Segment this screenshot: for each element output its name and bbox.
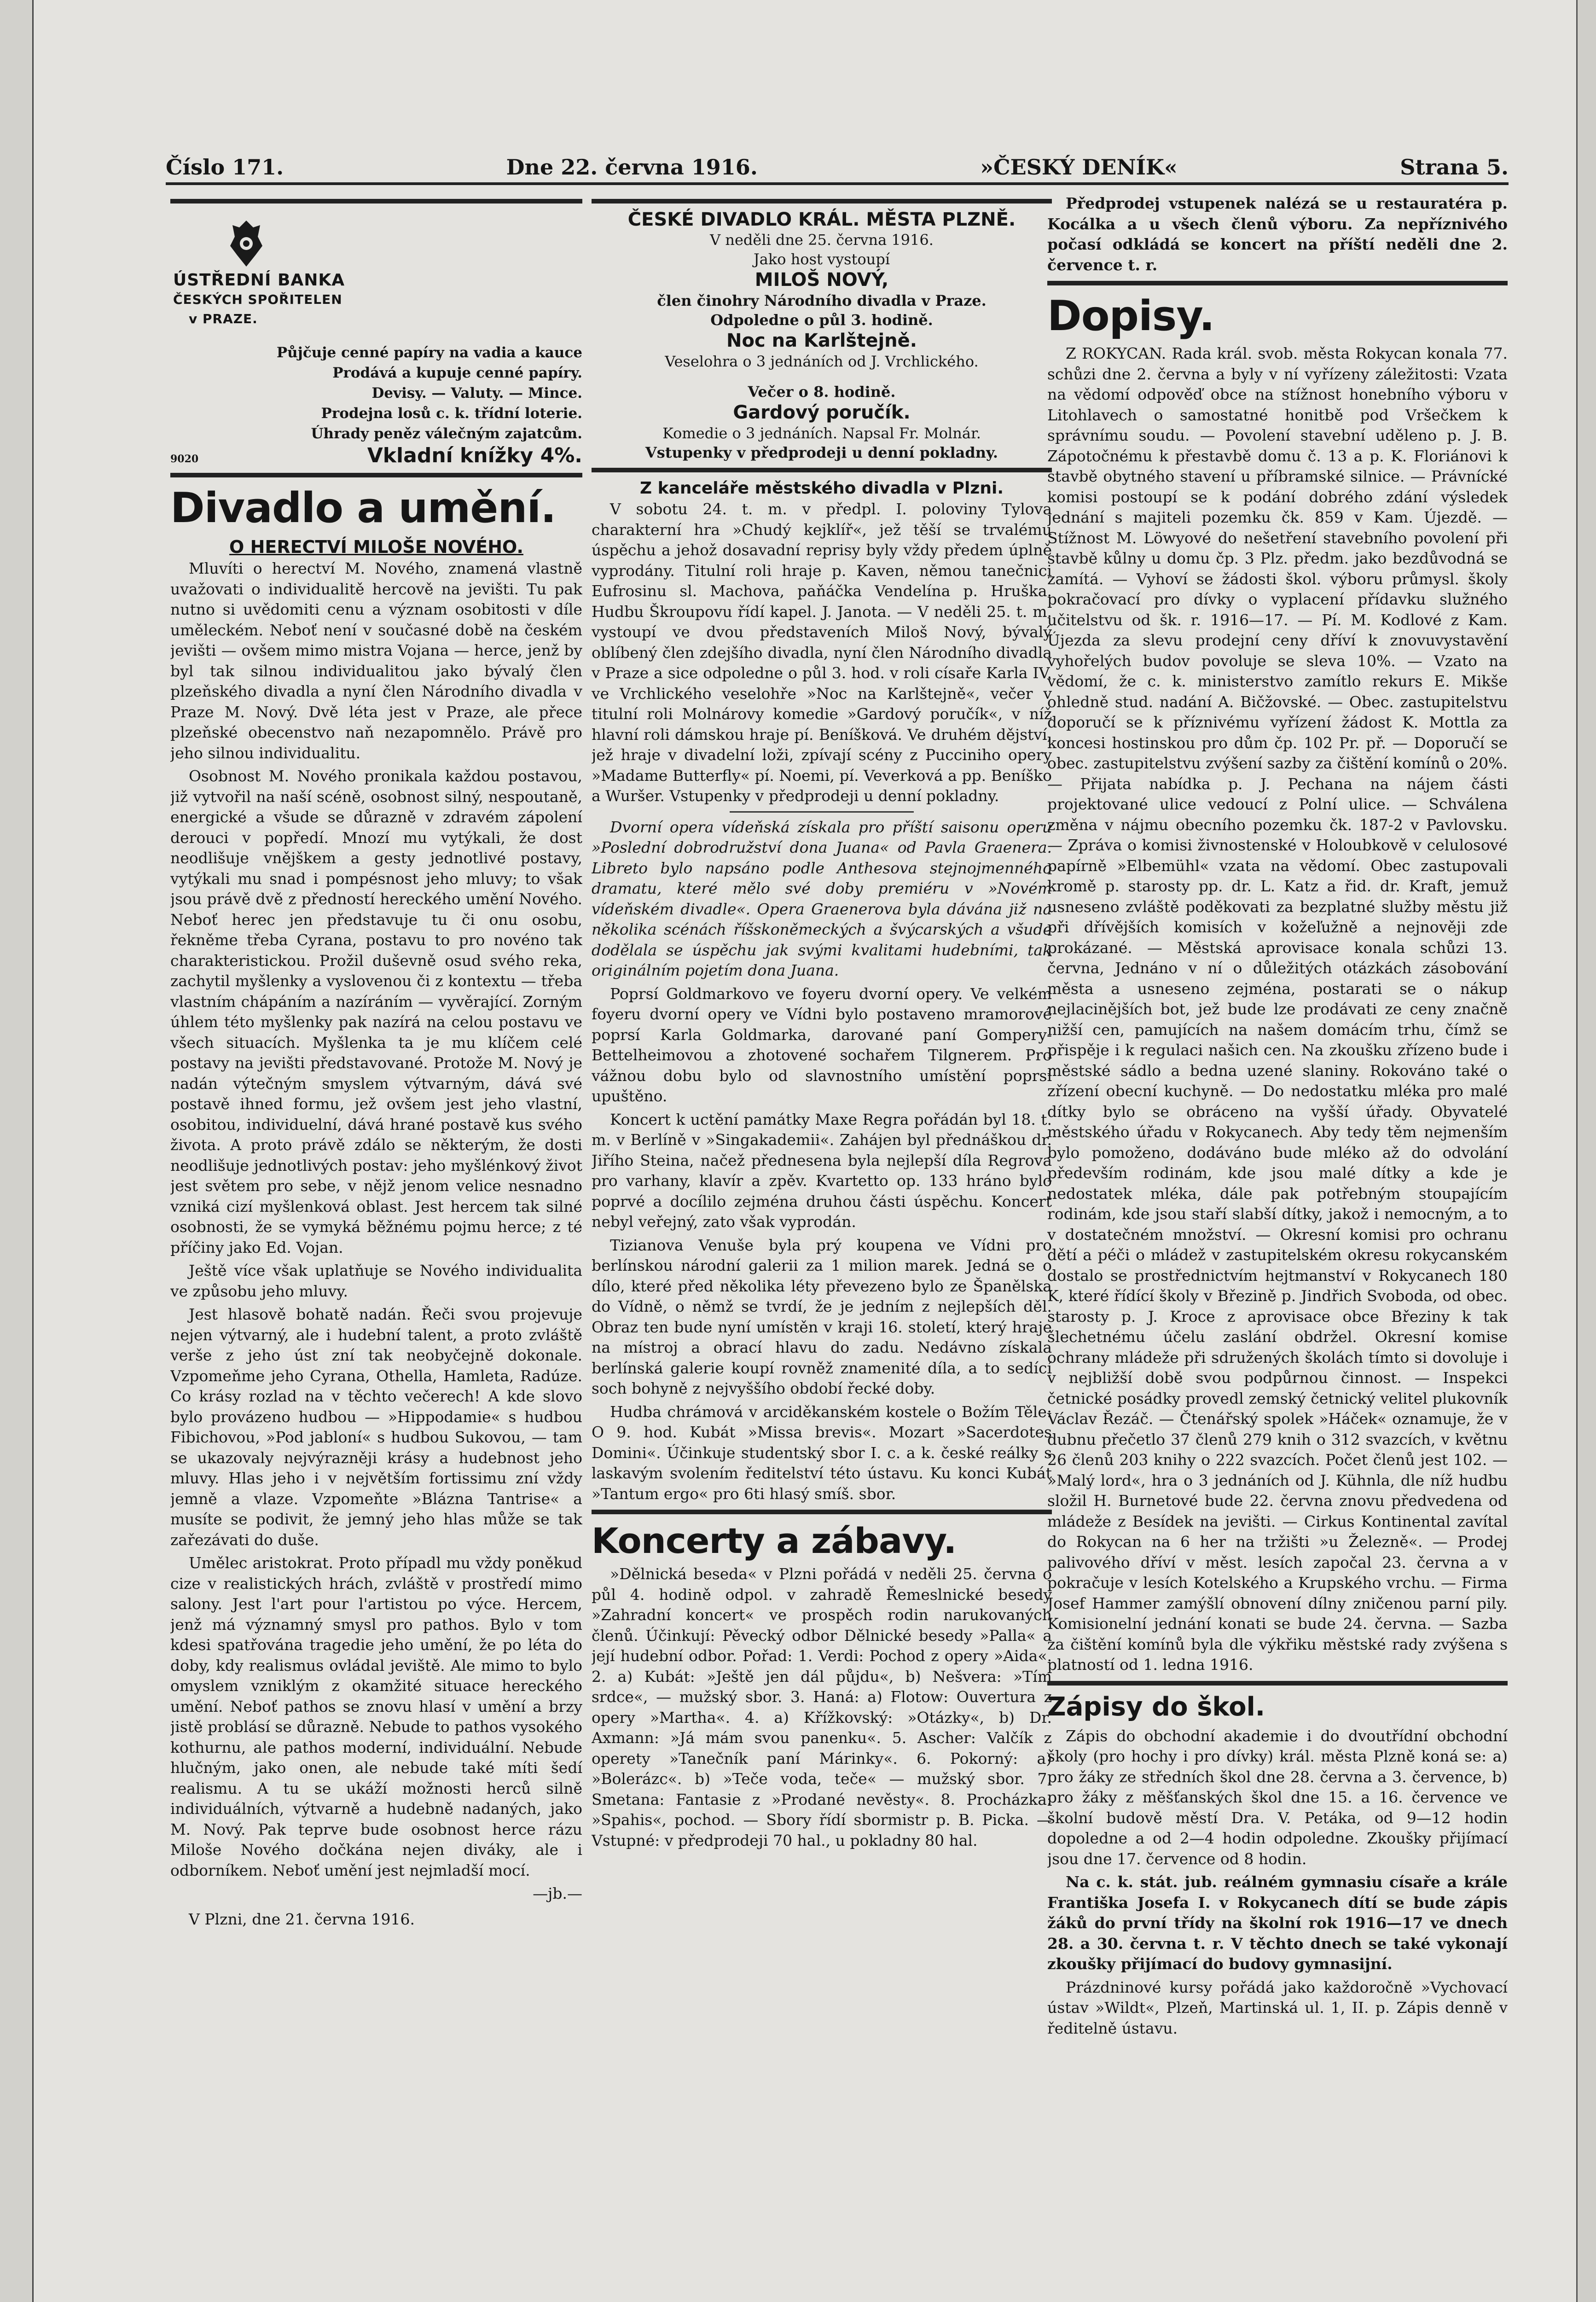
bank-service-line: Prodává a kupuje cenné papíry. xyxy=(332,365,582,381)
next-page-edge xyxy=(1576,0,1596,2302)
article-paragraph: Dvorní opera vídeňská získala pro příští saisonu operu »Poslední dobrodružství dona Juana« od Pavla Graenera. Libreto bylo napsáno podle Anthesova stejnojmenného dramatu, které mělo své doby premiéru v »Novém vídeňském divadle«. Opera Graenerova byla dávána již na několika scénách říšskoněmeckých a švýcarských a všude dodělala se úspěchu jak svými kvalitami hudebními, tak originálním pojetím dona Juana. xyxy=(592,818,1052,979)
article-paragraph: Prázdninové kursy pořádá jako každoročně »Vychovací ústav »Wildt«, Plzeň, Martinská ul. 1, II. p. Zápis denně v ředitelně ústavu. xyxy=(1047,1978,1508,2037)
theatre-line: Veselohra o 3 jednáních od J. Vrchlického. xyxy=(665,353,979,370)
article-paragraph: Jest hlasově bohatě nadán. Řeči svou projevuje nejen výtvarný, ale i hudební talent, a proto zvláště verše z jeho úst zní tak neobyčejně dokonale. Vzpomeňme jeho Cyrana, Othella, Hamleta, Radúze. Co krásy rozlad na v těchto večerech! A kde slovo bylo provázeno hudbou — »Hippodamie« s hudbou Fibichovou, »Pod jabloní« s hudbou Sukovou, — tam se ukazovaly nejvýrazněji krásy a hudebnost jeho mluvy. Hlas jeho i v největším fortissimu zní vždy jemně a vlaze. Vzpomeňte »Blázna Tantrise« a musíte se podivit, že jemný jeho hlas může se tak zařezávati do duše. xyxy=(170,1305,582,1549)
bank-name-line: ČESKÝCH SPOŘITELEN xyxy=(173,292,342,307)
play-title: Noc na Karlštejně. xyxy=(726,330,917,351)
article-paragraph: »Dělnická beseda« v Plzni pořádá v neděli 25. června o půl 4. hodině odpol. v zahradě Řemeslnické besedy »Zahradní koncert« ve prospěch rodin narukovaných členů. Účinkují: Pěvecký odbor Dělnické besedy »Palla« a její hudební odbor. Pořad: 1. Verdi: Pochod z opery »Aida«. 2. a) Kubát: »Ještě jen dál půjdu«, b) Nešvera: »Tím srdce«, — mužský sbor. 3. Haná: a) Flotow: Ouvertura z opery »Martha«. 4. a) Křížkovský: »Otázky«, b) Dr. Axmann: »Já mám svou panenku«. 5. Ascher: Valčík z operety »Tanečník paní Márinky«. 6. Pokorný: a) »Bolerázc«. b) »Teče voda, teče« — mužský sbor. 7. Smetana: Fantasie z »Prodané nevěsty«. 8. Procházka: »Spahis«, pochod. — Sbory řídí sbormistr p. B. Picka. — Vstupné: v předprodeji 70 hal., u pokladny 80 hal. xyxy=(592,1565,1052,1849)
bank-advertisement xyxy=(170,209,582,467)
section-heading: Dopisy. xyxy=(1047,292,1214,340)
bank-name-line: v PRAZE. xyxy=(189,311,258,326)
page-number: Strana 5. xyxy=(1400,155,1509,180)
bank-deposit-row xyxy=(170,444,582,467)
ad-top-rule xyxy=(170,199,582,203)
article-paragraph: Mluvíti o herectví M. Nového, znamená vlastně uvažovati o individualitě hercově na jevišti. Tu pak nutno si uvědomiti cenu a význam osobitosti v díle uměleckém. Neboť není v současné době na českém jevišti — ovšem mimo mistra Vojana — herce, jenž by byl tak silnou individualitou jako bývalý člen plzeňského divadla a nyní člen Národního divadla v Praze M. Nový. Dvě léta jest v Praze, ale přece plzeňské obecenstvo naň nezapomnělo. Právě pro jeho silnou individualitu. xyxy=(170,559,582,762)
section-rule xyxy=(1047,281,1508,285)
article-signature: —jb.— xyxy=(533,1884,582,1902)
guest-actor: MILOŠ NOVÝ, xyxy=(754,269,889,291)
article-paragraph: Tizianova Venuše byla prý koupena ve Vídni pro berlínskou národní galerii za 1 milion marek. Jedná se o dílo, které před několika léty převezeno bylo ze Španělska do Vídně, o němž se tvrdí, že je jedním z nejlepších děl. Obraz ten bude nyní umístěn v kraji 16. století, který hraje na místroj a obrací hlavu do zadu. Nedávno získala berlínská galerie koupí rovněž znamenité díla, a to sedící soch bohyně z nejvyššího období řecké doby. xyxy=(592,1236,1052,1397)
theatre-line: Jako host vystoupí xyxy=(753,250,890,268)
section-heading: Divadlo a umění. xyxy=(170,484,556,532)
divider xyxy=(730,811,914,813)
deposit-rate: Vkladní knížky 4%. xyxy=(367,444,582,467)
theatre-line: Vstupenky v předprodeji u denní pokladny. xyxy=(645,444,998,461)
theatre-line: Večer o 8. hodině. xyxy=(748,383,896,401)
theatre-bottom-rule xyxy=(592,468,1052,472)
bank-service-line: Úhrady peněz válečným zajatcům. xyxy=(311,425,582,442)
page-header xyxy=(166,138,1509,185)
section-rule xyxy=(592,1510,1052,1514)
theatre-line: V neděli dne 25. června 1916. xyxy=(710,231,934,249)
article-paragraph: Poprsí Goldmarkovo ve foyeru dvorní opery. Ve velkém foyeru dvorní opery ve Vídni bylo postaveno mramorové poprsí Karla Goldmarka, darované paní Gompery-Bettelheimovou a zhotovené sochařem Tilgnerem. Pro vážnou dobu bylo od slavnostního umístění poprsí upuštěno. xyxy=(592,984,1052,1105)
article-title: O HERECTVÍ MILOŠE NOVÉHO. xyxy=(229,537,523,557)
ad-code: 9020 xyxy=(170,453,199,465)
theatre-title: ČESKÉ DIVADLO KRÁL. MĚSTA PLZNĚ. xyxy=(627,209,1016,230)
paper-title: »ČESKÝ DENÍK« xyxy=(980,155,1178,180)
article-paragraph: Osobnost M. Nového pronikala každou postavou, již vytvořil na naší scéně, osobnost silný, nespoutaně, energické a všude se důrazně v zdravém zápolení derouci v popředí. Mnozí mu vytýkali, že dost neodlišuje vnějškem a gesty jednotlivé postavy, vytýkali mu snad i pompésnost jeho mluvy; to však jsou právě dvě z předností hereckého umění Nového. Neboť herec jen představuje tu či onu osobu, řekněme třeba Cyrana, postavu to pro novéno tak charakteristickou. Prožil duševně osud svého reka, zachytil myšlenky a vyslovenou či z kontextu — třeba vlastním chápáním a nazíráním — vyvěrající. Zorným úhlem této myšlenky pak nazírá na celou postavu ve všech situacích. Myšlenka ta je mu klíčem celé postavy na jevišti představované. Protože M. Nový je nadán výtečným smyslem výtvarným, dává své postavě ihned formu, jež ovšem jest jeho vlastní, osobitou, individuelní, dává hrané postavě kus svého života. A proto právě zdálo se některým, že dosti neodlišuje jednotlivých postav: jeho myšlénkový život jest světem pro sebe, v nějž jenom velice nesnadno vzniká cizí myšlenková oblast. Jest hercem tak silné osobnosti, že se vymyká běžnému pojmu herce; z té příčiny jako Ed. Vojan. xyxy=(170,767,582,1256)
article-heading: Z kanceláře městského divadla v Plzni. xyxy=(640,479,1004,498)
crest-icon xyxy=(226,218,267,269)
theatre-line: Komedie o 3 jednáních. Napsal Fr. Molnár. xyxy=(662,424,981,442)
theatre-top-rule xyxy=(592,199,1052,203)
article-paragraph: Předprodej vstupenek nalézá se u restauratéra p. Kocálka a u všech členů výboru. Za nepříznivého počasí odkládá se koncert na příští neděli dne 2. července t. r. xyxy=(1047,194,1508,274)
bank-name-line: ÚSTŘEDNÍ BANKA xyxy=(173,271,345,290)
bank-service-line: Prodejna losů c. k. třídní loterie. xyxy=(321,405,582,422)
article-dateline: V Plzni, dne 21. června 1916. xyxy=(189,1910,415,1928)
section-heading: Koncerty a zábavy. xyxy=(592,1520,957,1561)
issue-number: Číslo 171. xyxy=(166,155,284,180)
previous-page-edge xyxy=(0,0,34,2302)
bank-service-line: Devisy. — Valuty. — Mince. xyxy=(371,385,582,401)
bank-service-line: Půjčuje cenné papíry na vadia a kauce xyxy=(276,344,582,361)
article-paragraph: Koncert k uctění památky Maxe Regra pořádán byl 18. t. m. v Berlíně v »Singakademii«. Zahájen byl přednáškou dr. Jiřího Steina, načež přednesena byla nejlepší díla Regrova pro varhany, klavír a zpěv. Kvartetto op. 133 hráno bylo poprvé a docílilo zejména druhou části úspěchu. Koncert nebyl veřejný, zato však vyprodán. xyxy=(592,1110,1052,1231)
article-paragraph: Ještě více však uplatňuje se Nového individualita ve způsobu jeho mluvy. xyxy=(170,1261,582,1300)
theatre-line: člen činohry Národního divadla v Praze. xyxy=(657,292,987,309)
column-1 xyxy=(170,193,582,2256)
article-paragraph: Umělec aristokrat. Proto případl mu vždy poněkud cize v realistických hrách, zvláště v prostředí mimo salony. Jest l'art pour l'artistou po výce. Hercem, jenž má významný smysl pro pathos. Bylo v tom kdesi spatřována tragedie jeho umění, že po léta do doby, kdy realismus ovládal jeviště. Ale mimo to bylo omyslem vzniklým z okamžité situace hereckého umění. Neboť pathos se znovu hlasí v umění a brzy jistě problásí se důrazně. Nebude to pathos vysokého kothurnu, ale pathos moderní, individuální. Nebude hlučným, jako onen, ale nebude také míti šedí realismu. A tu se ukáží možnosti herců silně individuálních, výtvarně a hudebně nadaných, jako M. Nový. Pak teprve bude osobnost herce rázu Miloše Nového dočkána nejen diváky, ale i odborníkem. Neboť umění jest nejmladší mocí. xyxy=(170,1554,582,1879)
article-paragraph: Zápis do obchodní akademie i do dvoutřídní obchodní školy (pro hochy i pro dívky) král. města Plzně koná se: a) pro žáky ze středních škol dne 28. června a 3. července, b) pro žáky z měšťanských škol dne 15. a 16. července ve školní budově městí Dra. V. Petáka, od 9—12 hodin dopoledne a od 2—4 hodin odpoledne. Zkoušky přijímací jsou dne 17. července od 8 hodin. xyxy=(1047,1726,1508,1868)
article-paragraph: Z ROKYCAN. Rada král. svob. města Rokycan konala 77. schůzi dne 2. června a byly v ní vyřízeny záležitosti: Vzata na vědomí odpověď obce na stížnost honebního výboru v Litohlavech o samostatné honitbě pod Vršečkem k správnímu soudu. — Povolení stavební uděleno p. J. B. Zápotočnému k přestavbě domu č. 13 a p. K. Floriánovi k stavbě obytného stavení u příbramské silnice. — Právnícké komisi postoupí se k podání dobrého zdání výsledek jednání s majiteli pozemku čk. 859 v Kam. Újezdě. — Stížnost M. Löwyové do nešetření stavebního povolení při stavbě kůlny u domu čp. 3 Plz. předm. jako bezdůvodná se zamítá. — Vyhoví se žádosti škol. výboru průmysl. školy pokračovací pro dívky o vyplacení přídavku služného učitelstvu od šk. r. 1916—17. — Pí. M. Kodlové z Kam. Újezda za slevu prodejní ceny dříví k znovuvystavění vyhořelých budov povoluje se sleva 10%. — Vzato na vědomí, že c. k. ministerstvo zamítlo rekurs E. Mikše ohledně stud. nadání A. Bičžovské. — Obec. zastupitelstvu doporučí se k příznivému vyřízení žádost K. Mottla za koncesi hostinskou pro dům čp. 102 Pr. př. — Doporučí se obec. zastupitelstvu zvýšení sazby za čištění komínů o 20%. — Přijata nabídka p. J. Pechana na nájem části projektované ulice vedoucí z Polní ulice. — Schválena změna v nájmu obecního pozemku čk. 187-2 v Pavlovsku. — Zpráva o komisi živnostenské v Holoubkově v celulosové papírně »Elbemühl« vzata na vědomí. Obec zastupovali kromě p. starosty pp. dr. L. Katz a řid. dr. Kraft, jemuž usneseno zvláště poděkovati za bezplatné služby městu již při dřívějších komisích v kožeľužně a nejnověji zde prokázané. — Městská aprovisace konala schůzi 13. června, Jednáno v ní o důležitých otázkách zásobování města a usneseno zejména, postarati se o nákup nejlacinějších bot, jež bude lze prodávati ze ceny značně nižší cen, pamujících na našem domácím trhu, čímž se přispěje i k regulaci našich cen. Na zkoušku zřízeno bude i městské sádlo a bedna uzené slaniny. Rokováno také o zřízení obecní kuchyně. — Do nedostatku mléka pro malé dítky bylo se obráceno na vyšší úřady. Obyvatelé městského úřadu v Rokycanech. Aby tedy těm nejmenším bylo pomoženo, dodáváno bude mléko až do odvolání především rodinám, kde jsou malé dítky a kde je nedostatek mléka, dále pak potřebným stoupajícím rodinám, kde jsou staří slabší dítky, jakož i nemocným, a to v dostatečném množství. — Okresní komisi pro ochranu dětí a péči o mládež v zastupitelském okresu rokycanském dostalo se prostřednictvím hejtmanství v Rokycanech 180 K, které řídící školy v Březině p. Jindřich Svoboda, od obec. starosty p. J. Kroce z aprovisace obce Březiny k tak šlechetnému účelu zaslání obdržel. Okresní komise ochrany mládeže při sdružených školách tímto si dovoluje i v nejbližší době svou podpůrnou činnost. — Inspekci četnické posádky provedl zemský četnický velitel plukovník Václav Řezáč. — Čtenářský spolek »Háček« oznamuje, že v dubnu přečetlo 37 členů 279 knih o 312 svazcích, v květnu 26 členů 203 knihy o 222 svazcích. Počet členů jest 102. — »Malý lord«, hra o 3 jednáních od J. Kühnla, dle níž hudbu složil H. Burnetové bude 22. června znovu předvedena od mládeže z Besídek na jevišti. — Cirkus Kontinental zavítal do Rokycan na 6 her na tržišti »u Železně«. — Prodej palivového dříví v měst. lesích započal 23. června a v pokračuje v lesích Kotelského a Krupského vrchu. — Firma Josef Hammer zamýšlí obnovení dílny zničenou parní pily. Komisionelní jednání konati se bude 24. června. — Sazba za čištění komínů byla dle výkřiku městské rady zvýšena s platností od 1. ledna 1916. xyxy=(1047,344,1508,1674)
column-3 xyxy=(1047,193,1508,2256)
article-paragraph: Na c. k. stát. jub. reálném gymnasiu císaře a krále Františka Josefa I. v Rokycanech dítí se bude zápis žáků do první třídy na školní rok 1916—17 ve dnech 28. a 30. června t. r. V těchto dnech se také vykonají zkoušky přijímací do budovy gymnasijní. xyxy=(1047,1873,1508,1973)
play-title: Gardový poručík. xyxy=(733,402,911,423)
ad-bottom-rule xyxy=(170,473,582,477)
column-2 xyxy=(592,193,1052,2256)
section-rule xyxy=(1047,1681,1508,1686)
article-paragraph: V sobotu 24. t. m. v předpl. I. poloviny Tylova charakterní hra »Chudý kejklíř«, jež těší se trvalému úspěchu a jehož dosavadní reprisy byly vždy předem úplně vyprodány. Titulní roli hraje p. Kaven, němou tanečnici Eufrosinu sl. Machova, paňáčka Vendelína p. Hruška. Hudbu Škroupovu řídí kapel. J. Janota. — V neděli 25. t. m. vystoupí ve dvou představeních Miloš Nový, bývalý oblíbený člen zdejšího divadla, nyní člen Národního divadla v Praze a sice odpoledne o půl 3. hod. v roli císaře Karla IV. ve Vrchlického veselohře »Noc na Karlštejně«, večer v titulní roli Molnárovy komedie »Gardový poručík«, v níž hlavní roli dámskou hraje pí. Beníšková. Ve druhém dějství, jež hraje v divadelní loži, zpívají scény z Pucciniho opery »Madame Butterfly« pí. Noemi, pí. Veverková a pp. Beníško a Wuršer. Vstupenky v předprodeji u denní pokladny. xyxy=(592,500,1052,805)
theatre-line: Odpoledne o půl 3. hodině. xyxy=(710,311,933,329)
section-heading: Zápisy do škol. xyxy=(1047,1692,1265,1722)
issue-date: Dne 22. června 1916. xyxy=(506,155,758,180)
article-paragraph: Hudba chrámová v arciděkanském kostele o Božím Těle: O 9. hod. Kubát »Missa brevis«. Mozart »Sacerdotes Domini«. Účinkuje studentský sbor I. c. a k. české reálky s laskavým svolením ředitelství této ústavu. Ku konci Kubát »Tantum ergo« pro 6ti hlasý smíš. sbor. xyxy=(592,1402,1052,1503)
